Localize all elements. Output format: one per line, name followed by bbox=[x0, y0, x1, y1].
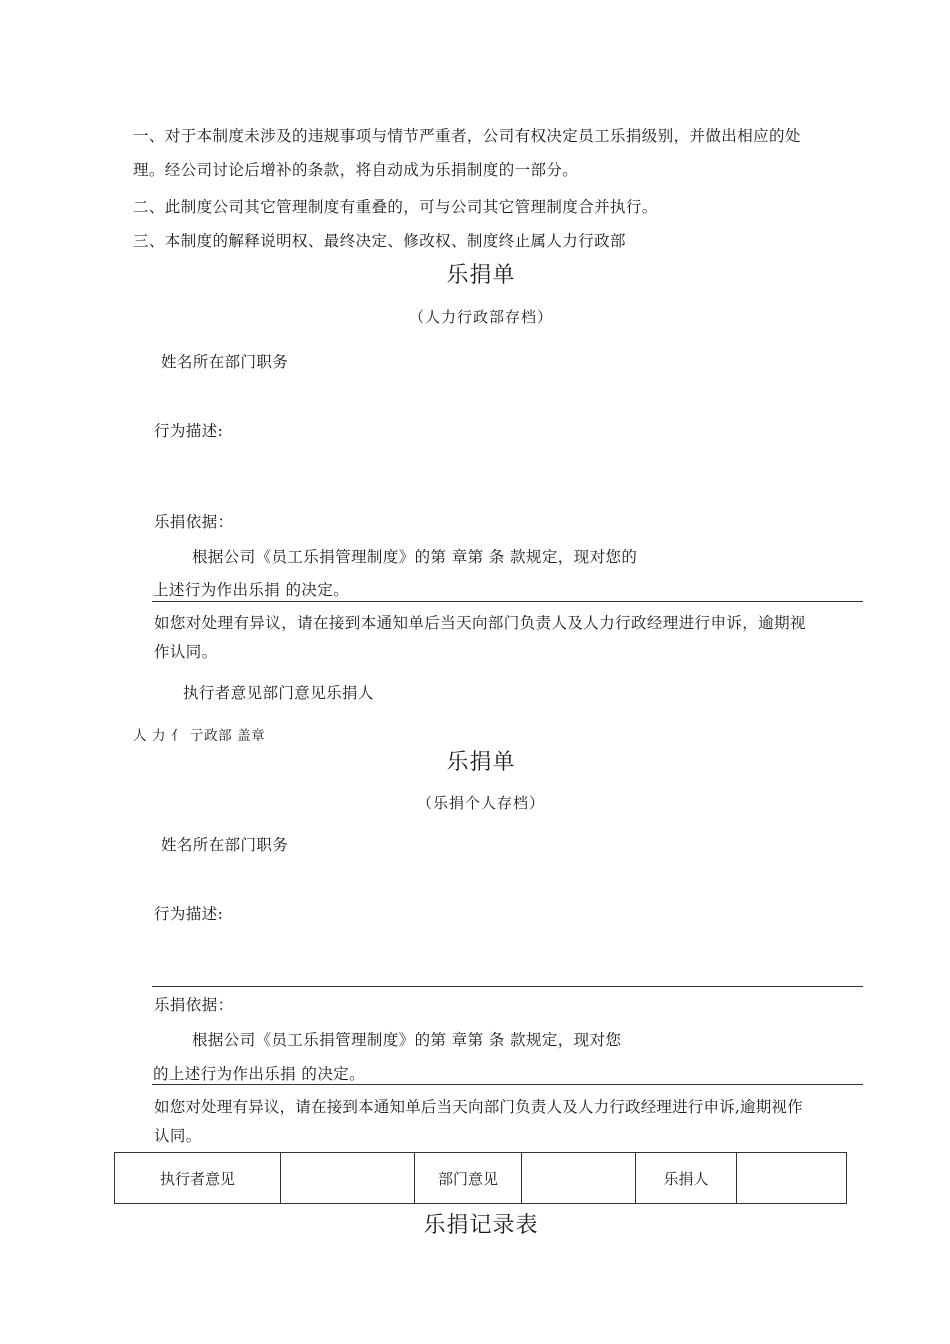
form1-name-row: 姓名所在部门职务 bbox=[161, 353, 289, 371]
form2-divider bbox=[152, 1084, 863, 1085]
form2-appeal-line-2: 认同。 bbox=[154, 1127, 202, 1145]
record-table-title: 乐捐记录表 bbox=[423, 1213, 539, 1238]
executor-opinion-cell[interactable] bbox=[281, 1153, 415, 1204]
rule-item-1-line-2: 理。经公司讨论后增补的条款，将自动成为乐捐制度的一部分。 bbox=[133, 161, 579, 179]
form1-basis-label: 乐捐依据： bbox=[154, 513, 234, 531]
department-opinion-cell[interactable] bbox=[522, 1153, 636, 1204]
signature-table bbox=[114, 1152, 847, 1204]
form2-basis-label: 乐捐依据： bbox=[154, 996, 234, 1014]
form1-basis-line-2: 上述行为作出乐捐 的决定。 bbox=[153, 581, 350, 599]
form2-basis-line-1: 根据公司《员工乐捐管理制度》的第 章第 条 款规定，现对您 bbox=[192, 1031, 622, 1049]
form2-appeal-line-1: 如您对处理有异议，请在接到本通知单后当天向部门负责人及人力行政经理进行申诉,逾期视作 bbox=[154, 1098, 803, 1116]
table-row bbox=[115, 1153, 847, 1204]
rule-item-1-line-1: 一、对于本制度未涉及的违规事项与情节严重者，公司有权决定员工乐捐级别，并做出相应的处 bbox=[133, 127, 801, 145]
form2-title: 乐捐单 bbox=[446, 750, 516, 775]
form1-appeal-line-1: 如您对处理有异议，请在接到本通知单后当天向部门负责人及人力行政经理进行申诉，逾期视 bbox=[154, 614, 806, 632]
form2-name-row: 姓名所在部门职务 bbox=[161, 836, 289, 854]
form2-behavior-label: 行为描述: bbox=[154, 905, 224, 923]
rule-item-2: 二、此制度公司其它管理制度有重叠的，可与公司其它管理制度合并执行。 bbox=[133, 198, 658, 216]
form2-subtitle: （乐捐个人存档） bbox=[416, 794, 545, 812]
form2-behavior-divider bbox=[152, 986, 863, 987]
form1-behavior-label: 行为描述: bbox=[154, 422, 224, 440]
form1-divider bbox=[152, 601, 863, 602]
form1-appeal-line-2: 作认同。 bbox=[154, 643, 218, 661]
form1-basis-line-1: 根据公司《员工乐捐管理制度》的第 章第 条 款规定，现对您的 bbox=[192, 548, 638, 566]
donor-cell[interactable] bbox=[737, 1153, 847, 1204]
donor-label: 乐捐人 bbox=[636, 1153, 737, 1204]
form1-subtitle: （人力行政部存档） bbox=[408, 308, 553, 326]
department-opinion-label: 部门意见 bbox=[415, 1153, 522, 1204]
rule-item-3: 三、本制度的解释说明权、最终决定、修改权、制度终止属人力行政部 bbox=[133, 232, 626, 250]
form1-opinions-row: 执行者意见部门意见乐捐人 bbox=[183, 684, 374, 702]
form2-basis-line-2: 的上述行为作出乐捐 的决定。 bbox=[153, 1065, 366, 1083]
form1-stamp-row: 人 力 亻 亍政部 盖章 bbox=[133, 728, 266, 744]
form1-title: 乐捐单 bbox=[446, 263, 516, 288]
executor-opinion-label: 执行者意见 bbox=[115, 1153, 281, 1204]
